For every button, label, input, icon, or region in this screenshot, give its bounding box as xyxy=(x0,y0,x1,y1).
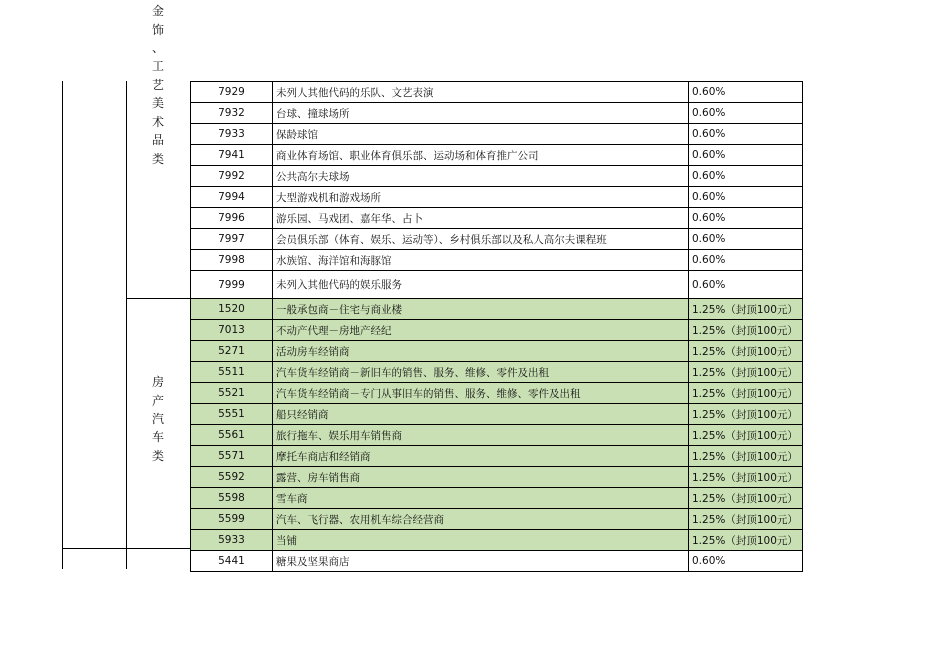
merchant-description: 糖果及坚果商店 xyxy=(273,551,689,572)
mcc-code: 1520 xyxy=(191,299,273,320)
mcc-code: 7998 xyxy=(191,250,273,271)
category-column-border xyxy=(126,81,127,569)
merchant-description: 旅行拖车、娱乐用车销售商 xyxy=(273,425,689,446)
table-row xyxy=(191,446,803,467)
merchant-description: 未列入其他代码的娱乐服务 xyxy=(273,271,689,299)
mcc-code: 5521 xyxy=(191,383,273,404)
mcc-code: 5561 xyxy=(191,425,273,446)
table-row xyxy=(191,166,803,187)
table-row xyxy=(191,530,803,551)
mcc-code: 5441 xyxy=(191,551,273,572)
table-row xyxy=(191,320,803,341)
table-row xyxy=(191,250,803,271)
fee-rate: 1.25%（封顶100元） xyxy=(689,320,803,341)
merchant-description: 活动房车经销商 xyxy=(273,341,689,362)
table-row xyxy=(191,299,803,320)
fee-rate: 0.60% xyxy=(689,551,803,572)
fee-rate: 1.25%（封顶100元） xyxy=(689,362,803,383)
merchant-description: 保龄球馆 xyxy=(273,124,689,145)
table-row xyxy=(191,103,803,124)
merchant-rate-table xyxy=(190,81,803,572)
mcc-code: 5599 xyxy=(191,509,273,530)
section-divider-1 xyxy=(126,298,191,299)
mcc-code: 5933 xyxy=(191,530,273,551)
mcc-code: 7933 xyxy=(191,124,273,145)
fee-rate: 0.60% xyxy=(689,229,803,250)
merchant-description: 游乐园、马戏团、嘉年华、占卜 xyxy=(273,208,689,229)
merchant-description: 台球、撞球场所 xyxy=(273,103,689,124)
merchant-description: 汽车、飞行器、农用机车综合经营商 xyxy=(273,509,689,530)
table-row xyxy=(191,145,803,166)
fee-rate: 1.25%（封顶100元） xyxy=(689,404,803,425)
left-outer-border xyxy=(62,81,63,569)
mcc-code: 5571 xyxy=(191,446,273,467)
table-row xyxy=(191,509,803,530)
mcc-code: 5592 xyxy=(191,467,273,488)
fee-rate: 1.25%（封顶100元） xyxy=(689,509,803,530)
fee-rate: 1.25%（封顶100元） xyxy=(689,299,803,320)
mcc-code: 7932 xyxy=(191,103,273,124)
fee-rate: 0.60% xyxy=(689,124,803,145)
table-row xyxy=(191,551,803,572)
fee-rate: 1.25%（封顶100元） xyxy=(689,341,803,362)
table-row xyxy=(191,383,803,404)
merchant-description: 不动产代理－房地产经纪 xyxy=(273,320,689,341)
mcc-code: 5551 xyxy=(191,404,273,425)
fee-rate: 1.25%（封顶100元） xyxy=(689,425,803,446)
merchant-description: 水族馆、海洋馆和海豚馆 xyxy=(273,250,689,271)
fee-rate: 0.60% xyxy=(689,166,803,187)
mcc-code: 7997 xyxy=(191,229,273,250)
table-row xyxy=(191,187,803,208)
mcc-code: 7994 xyxy=(191,187,273,208)
mcc-code: 7996 xyxy=(191,208,273,229)
table-row xyxy=(191,82,803,103)
merchant-description: 公共高尔夫球场 xyxy=(273,166,689,187)
merchant-description: 一般承包商－住宅与商业楼 xyxy=(273,299,689,320)
mcc-code: 7013 xyxy=(191,320,273,341)
fee-rate: 0.60% xyxy=(689,82,803,103)
table-row xyxy=(191,425,803,446)
fee-rate: 1.25%（封顶100元） xyxy=(689,488,803,509)
merchant-description: 汽车货车经销商－专门从事旧车的销售、服务、维修、零件及出租 xyxy=(273,383,689,404)
fee-rate: 0.60% xyxy=(689,271,803,299)
table-row xyxy=(191,208,803,229)
table-row xyxy=(191,341,803,362)
fee-rate: 0.60% xyxy=(689,187,803,208)
table-row xyxy=(191,362,803,383)
mcc-code: 5271 xyxy=(191,341,273,362)
mcc-code: 7999 xyxy=(191,271,273,299)
fee-rate: 1.25%（封顶100元） xyxy=(689,467,803,488)
table-row xyxy=(191,488,803,509)
fee-rate: 0.60% xyxy=(689,145,803,166)
merchant-description: 会员俱乐部（体育、娱乐、运动等）、乡村俱乐部以及私人高尔夫课程班 xyxy=(273,229,689,250)
merchant-description: 大型游戏机和游戏场所 xyxy=(273,187,689,208)
merchant-description: 雪车商 xyxy=(273,488,689,509)
fee-rate: 0.60% xyxy=(689,208,803,229)
merchant-description: 船只经销商 xyxy=(273,404,689,425)
table-row xyxy=(191,271,803,299)
mcc-code: 7992 xyxy=(191,166,273,187)
table-row xyxy=(191,404,803,425)
mcc-code: 5598 xyxy=(191,488,273,509)
fee-rate: 0.60% xyxy=(689,103,803,124)
merchant-description: 摩托车商店和经销商 xyxy=(273,446,689,467)
mcc-code: 5511 xyxy=(191,362,273,383)
merchant-description: 未列人其他代码的乐队、文艺表演 xyxy=(273,82,689,103)
fee-rate: 0.60% xyxy=(689,250,803,271)
merchant-description: 商业体育场馆、职业体育俱乐部、运动场和体育推广公司 xyxy=(273,145,689,166)
merchant-description: 露营、房车销售商 xyxy=(273,467,689,488)
mcc-code: 7929 xyxy=(191,82,273,103)
merchant-description: 汽车货车经销商－新旧车的销售、服务、维修、零件及出租 xyxy=(273,362,689,383)
fee-rate: 1.25%（封顶100元） xyxy=(689,446,803,467)
table-row xyxy=(191,229,803,250)
mcc-code: 7941 xyxy=(191,145,273,166)
table-row xyxy=(191,467,803,488)
table-row xyxy=(191,124,803,145)
fee-rate: 1.25%（封顶100元） xyxy=(689,530,803,551)
fee-rate: 1.25%（封顶100元） xyxy=(689,383,803,404)
merchant-description: 当铺 xyxy=(273,530,689,551)
section-divider-2 xyxy=(62,548,191,549)
